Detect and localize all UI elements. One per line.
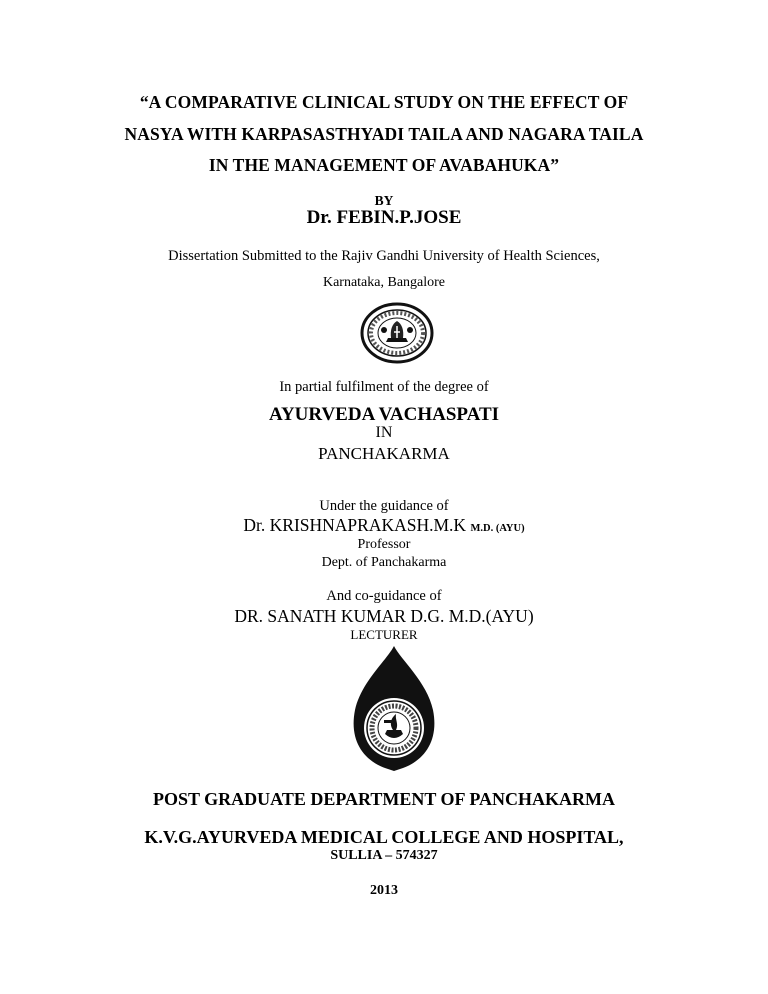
degree-in: IN — [375, 424, 393, 441]
degree-intro: In partial fulfilment of the degree of — [279, 379, 489, 395]
guide-dept: Dept. of Panchakarma — [321, 555, 447, 570]
coguide-intro: And co-guidance of — [326, 588, 442, 604]
guide-qualification: M.D. (AYU) — [470, 523, 525, 534]
guide-intro: Under the guidance of — [319, 498, 449, 514]
coguide-name: DR. SANATH KUMAR D.G. M.D.(AYU) — [234, 606, 534, 626]
author-name: Dr. FEBIN.P.JOSE — [306, 207, 462, 228]
submission-line-2: Karnataka, Bangalore — [322, 275, 446, 290]
guide-name: Dr. KRISHNAPRAKASH.M.K — [243, 515, 467, 535]
degree-name: AYURVEDA VACHASPATI — [268, 404, 500, 425]
department-name: POST GRADUATE DEPARTMENT OF PANCHAKARMA — [152, 789, 616, 809]
college-leaf-logo — [349, 644, 439, 772]
guide-title: Professor — [357, 537, 411, 552]
title-line-3: IN THE MANAGEMENT OF AVABAHUKA” — [208, 155, 560, 175]
title-line-1: “A COMPARATIVE CLINICAL STUDY ON THE EFFECT OF — [139, 92, 629, 112]
college-address: SULLIA – 574327 — [330, 848, 438, 863]
university-seal-logo — [360, 302, 434, 364]
guide-name-line — [0, 515, 768, 536]
degree-subject: PANCHAKARMA — [318, 444, 450, 463]
college-name: K.V.G.AYURVEDA MEDICAL COLLEGE AND HOSPITAL, — [144, 827, 624, 847]
year: 2013 — [370, 883, 398, 898]
coguide-title: LECTURER — [350, 627, 418, 642]
title-line-2: NASYA WITH KARPASASTHYADI TAILA AND NAGARA TAILA — [124, 124, 644, 144]
by-label: BY — [374, 193, 394, 208]
submission-line-1: Dissertation Submitted to the Rajiv Gandhi University of Health Sciences, — [168, 248, 600, 264]
